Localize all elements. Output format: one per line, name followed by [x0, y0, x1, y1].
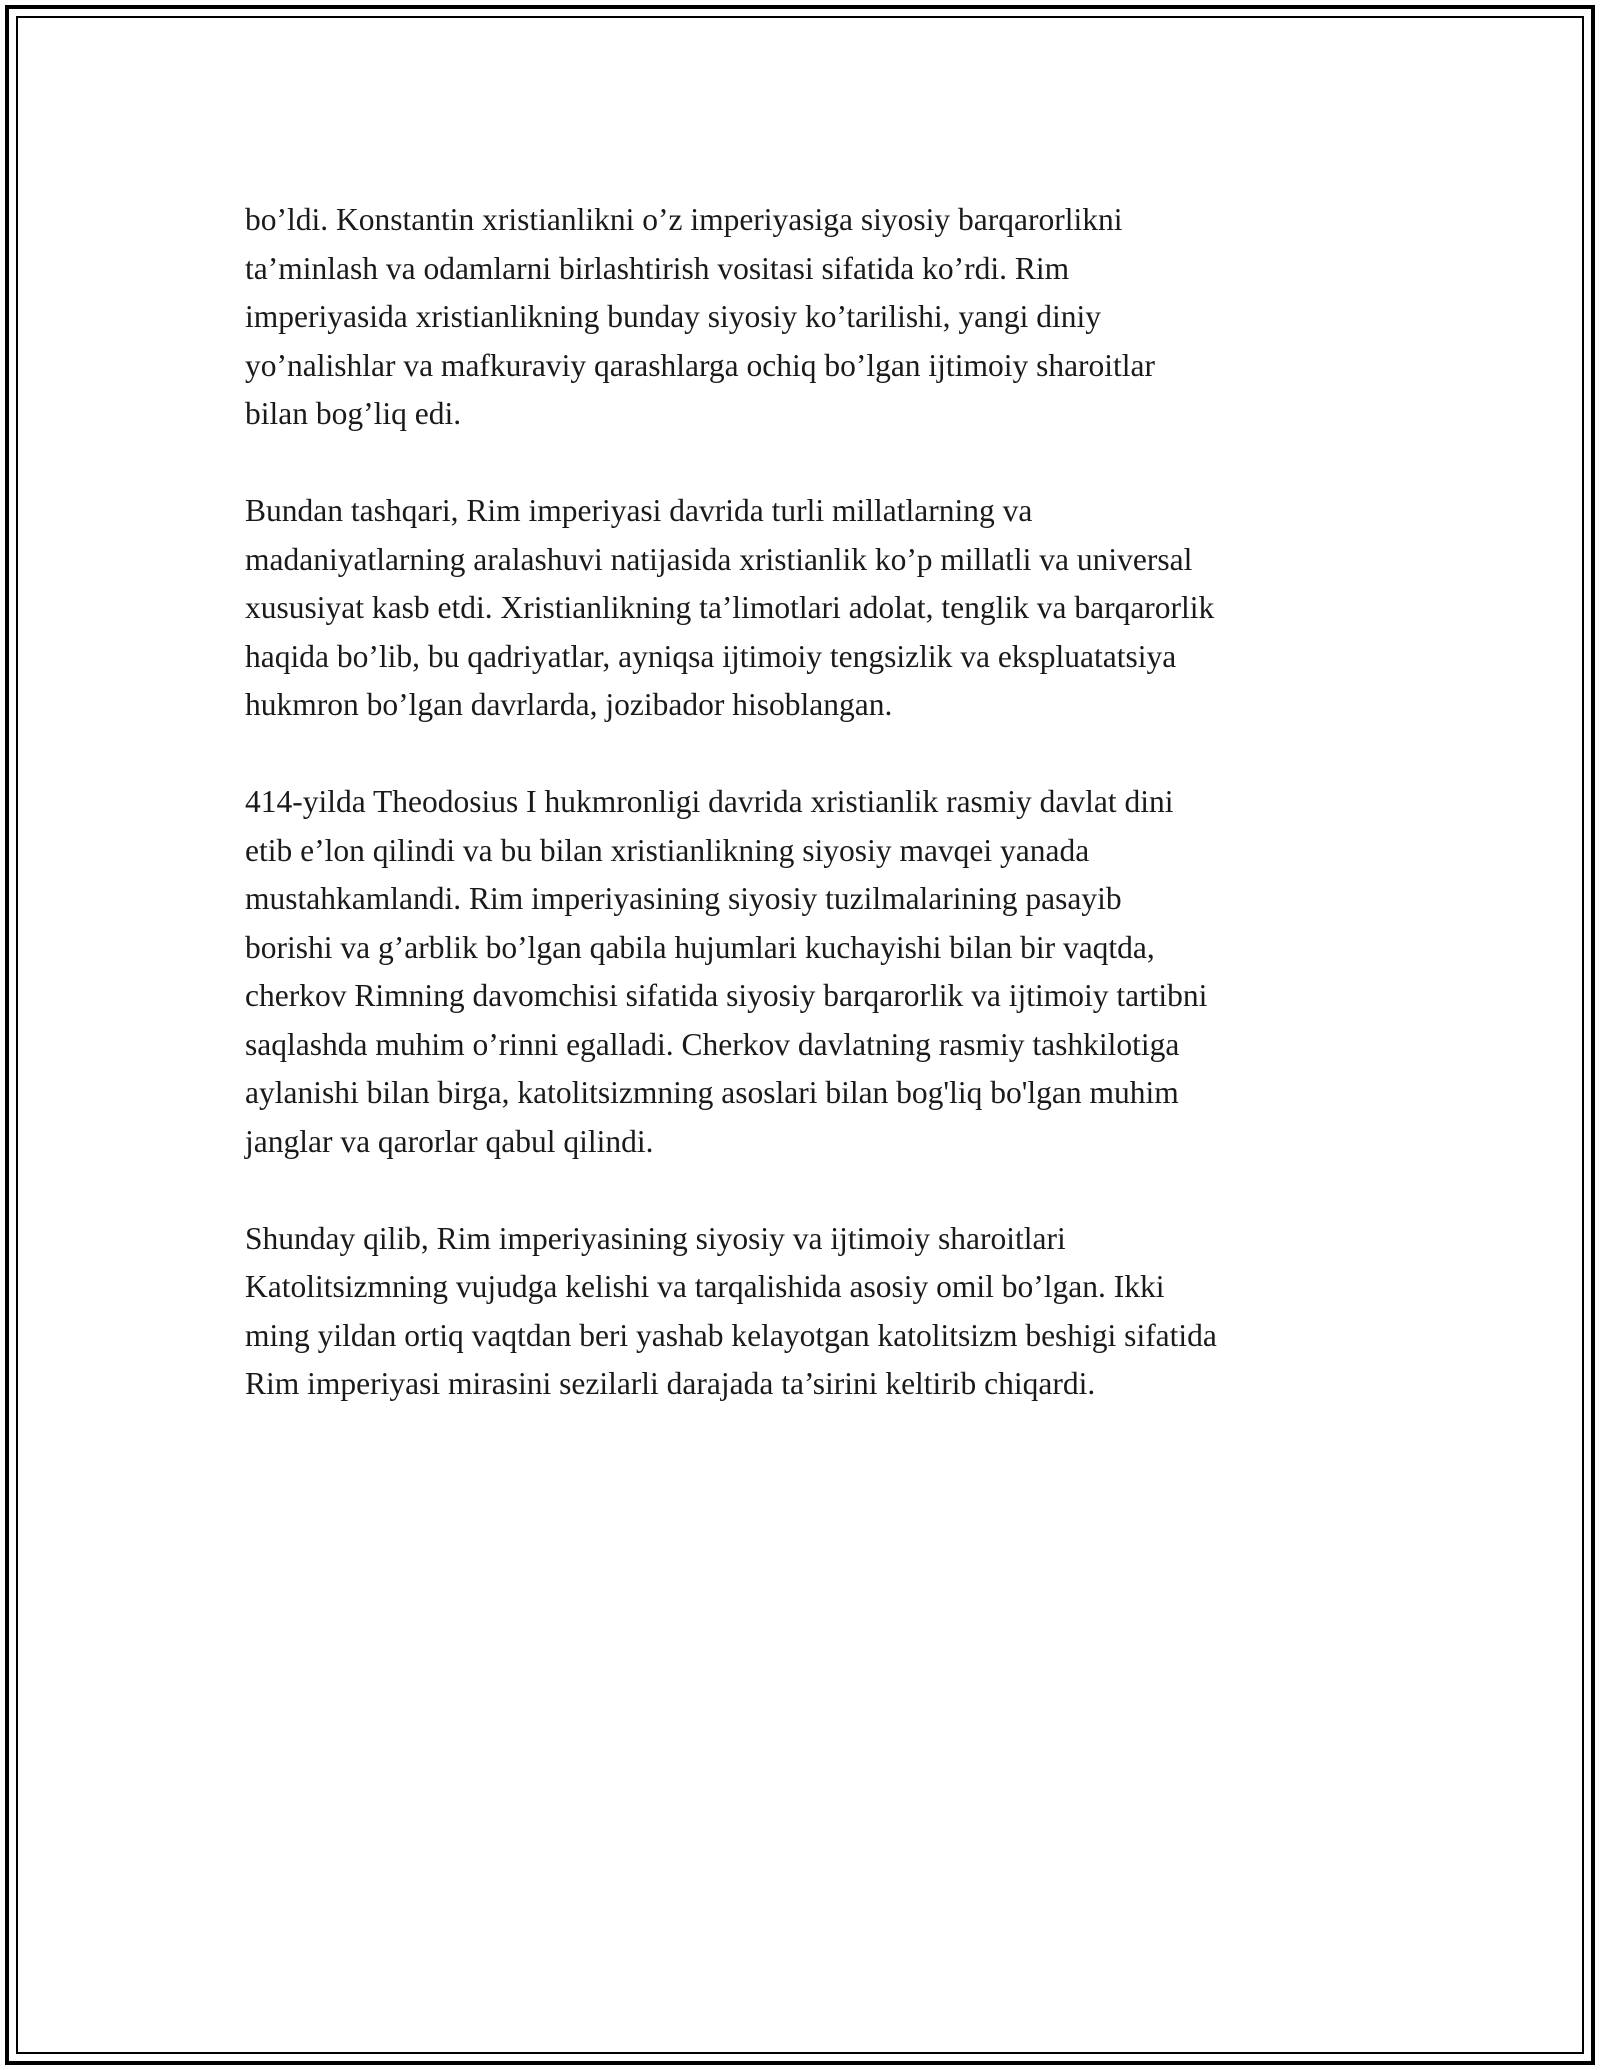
text-line: 414-yilda Theodosius I hukmronligi davrida xristianlik rasmiy davlat dini: [245, 784, 1174, 819]
paragraph-3: [245, 778, 1385, 1166]
text-line: bo’ldi. Konstantin xristianlikni o’z imperiyasiga siyosiy barqarorlikni: [245, 202, 1123, 237]
text-line: imperiyasida xristianlikning bunday siyosiy ko’tarilishi, yangi diniy: [245, 299, 1101, 334]
text-line: yo’nalishlar va mafkuraviy qarashlarga ochiq bo’lgan ijtimoiy sharoitlar: [245, 347, 1156, 383]
text-line: mustahkamlandi. Rim imperiyasining siyosiy tuzilmalarining pasayib: [245, 881, 1122, 916]
text-line: Bundan tashqari, Rim imperiyasi davrida turli millatlarning va: [245, 493, 1033, 528]
text-line: Katolitsizmning vujudga kelishi va tarqalishida asosiy omil bo’lgan. Ikki: [245, 1269, 1165, 1304]
page-border: [5, 5, 1595, 2065]
text-line: etib e’lon qilindi va bu bilan xristianlikning siyosiy mavqei yanada: [245, 832, 1090, 868]
paragraph-1: [245, 196, 1385, 439]
text-line: ta’minlash va odamlarni birlashtirish vositasi sifatida ko’rdi. Rim: [245, 250, 1070, 286]
paragraph-4: [245, 1215, 1385, 1409]
text-line: Shunday qilib, Rim imperiyasining siyosiy va ijtimoiy sharoitlari: [245, 1220, 1066, 1256]
text-line: madaniyatlarning aralashuvi natijasida xristianlik ko’p millatli va universal: [245, 541, 1193, 577]
text-line: hukmron bo’lgan davrlarda, jozibador hisoblangan.: [245, 687, 893, 722]
text-line: saqlashda muhim o’rinni egalladi. Cherkov davlatning rasmiy tashkilotiga: [245, 1026, 1180, 1062]
text-line: xususiyat kasb etdi. Xristianlikning ta’limotlari adolat, tenglik va barqarorlik: [245, 590, 1215, 625]
document-body: [245, 196, 1385, 1457]
text-line: janglar va qarorlar qabul qilindi.: [245, 1123, 654, 1159]
text-line: Rim imperiyasi mirasini sezilarli darajada ta’sirini keltirib chiqardi.: [245, 1366, 1096, 1401]
text-line: aylanishi bilan birga, katolitsizmning asoslari bilan bog'liq bo'lgan muhim: [245, 1075, 1179, 1110]
text-line: haqida bo’lib, bu qadriyatlar, ayniqsa ijtimoiy tengsizlik va ekspluatatsiya: [245, 638, 1177, 674]
paragraph-2: [245, 487, 1385, 730]
text-line: borishi va g’arblik bo’lgan qabila hujumlari kuchayishi bilan bir vaqtda,: [245, 929, 1155, 965]
text-line: bilan bog’liq edi.: [245, 396, 462, 431]
text-line: cherkov Rimning davomchisi sifatida siyosiy barqarorlik va ijtimoiy tartibni: [245, 978, 1208, 1013]
text-line: ming yildan ortiq vaqtdan beri yashab kelayotgan katolitsizm beshigi sifatida: [245, 1317, 1217, 1353]
